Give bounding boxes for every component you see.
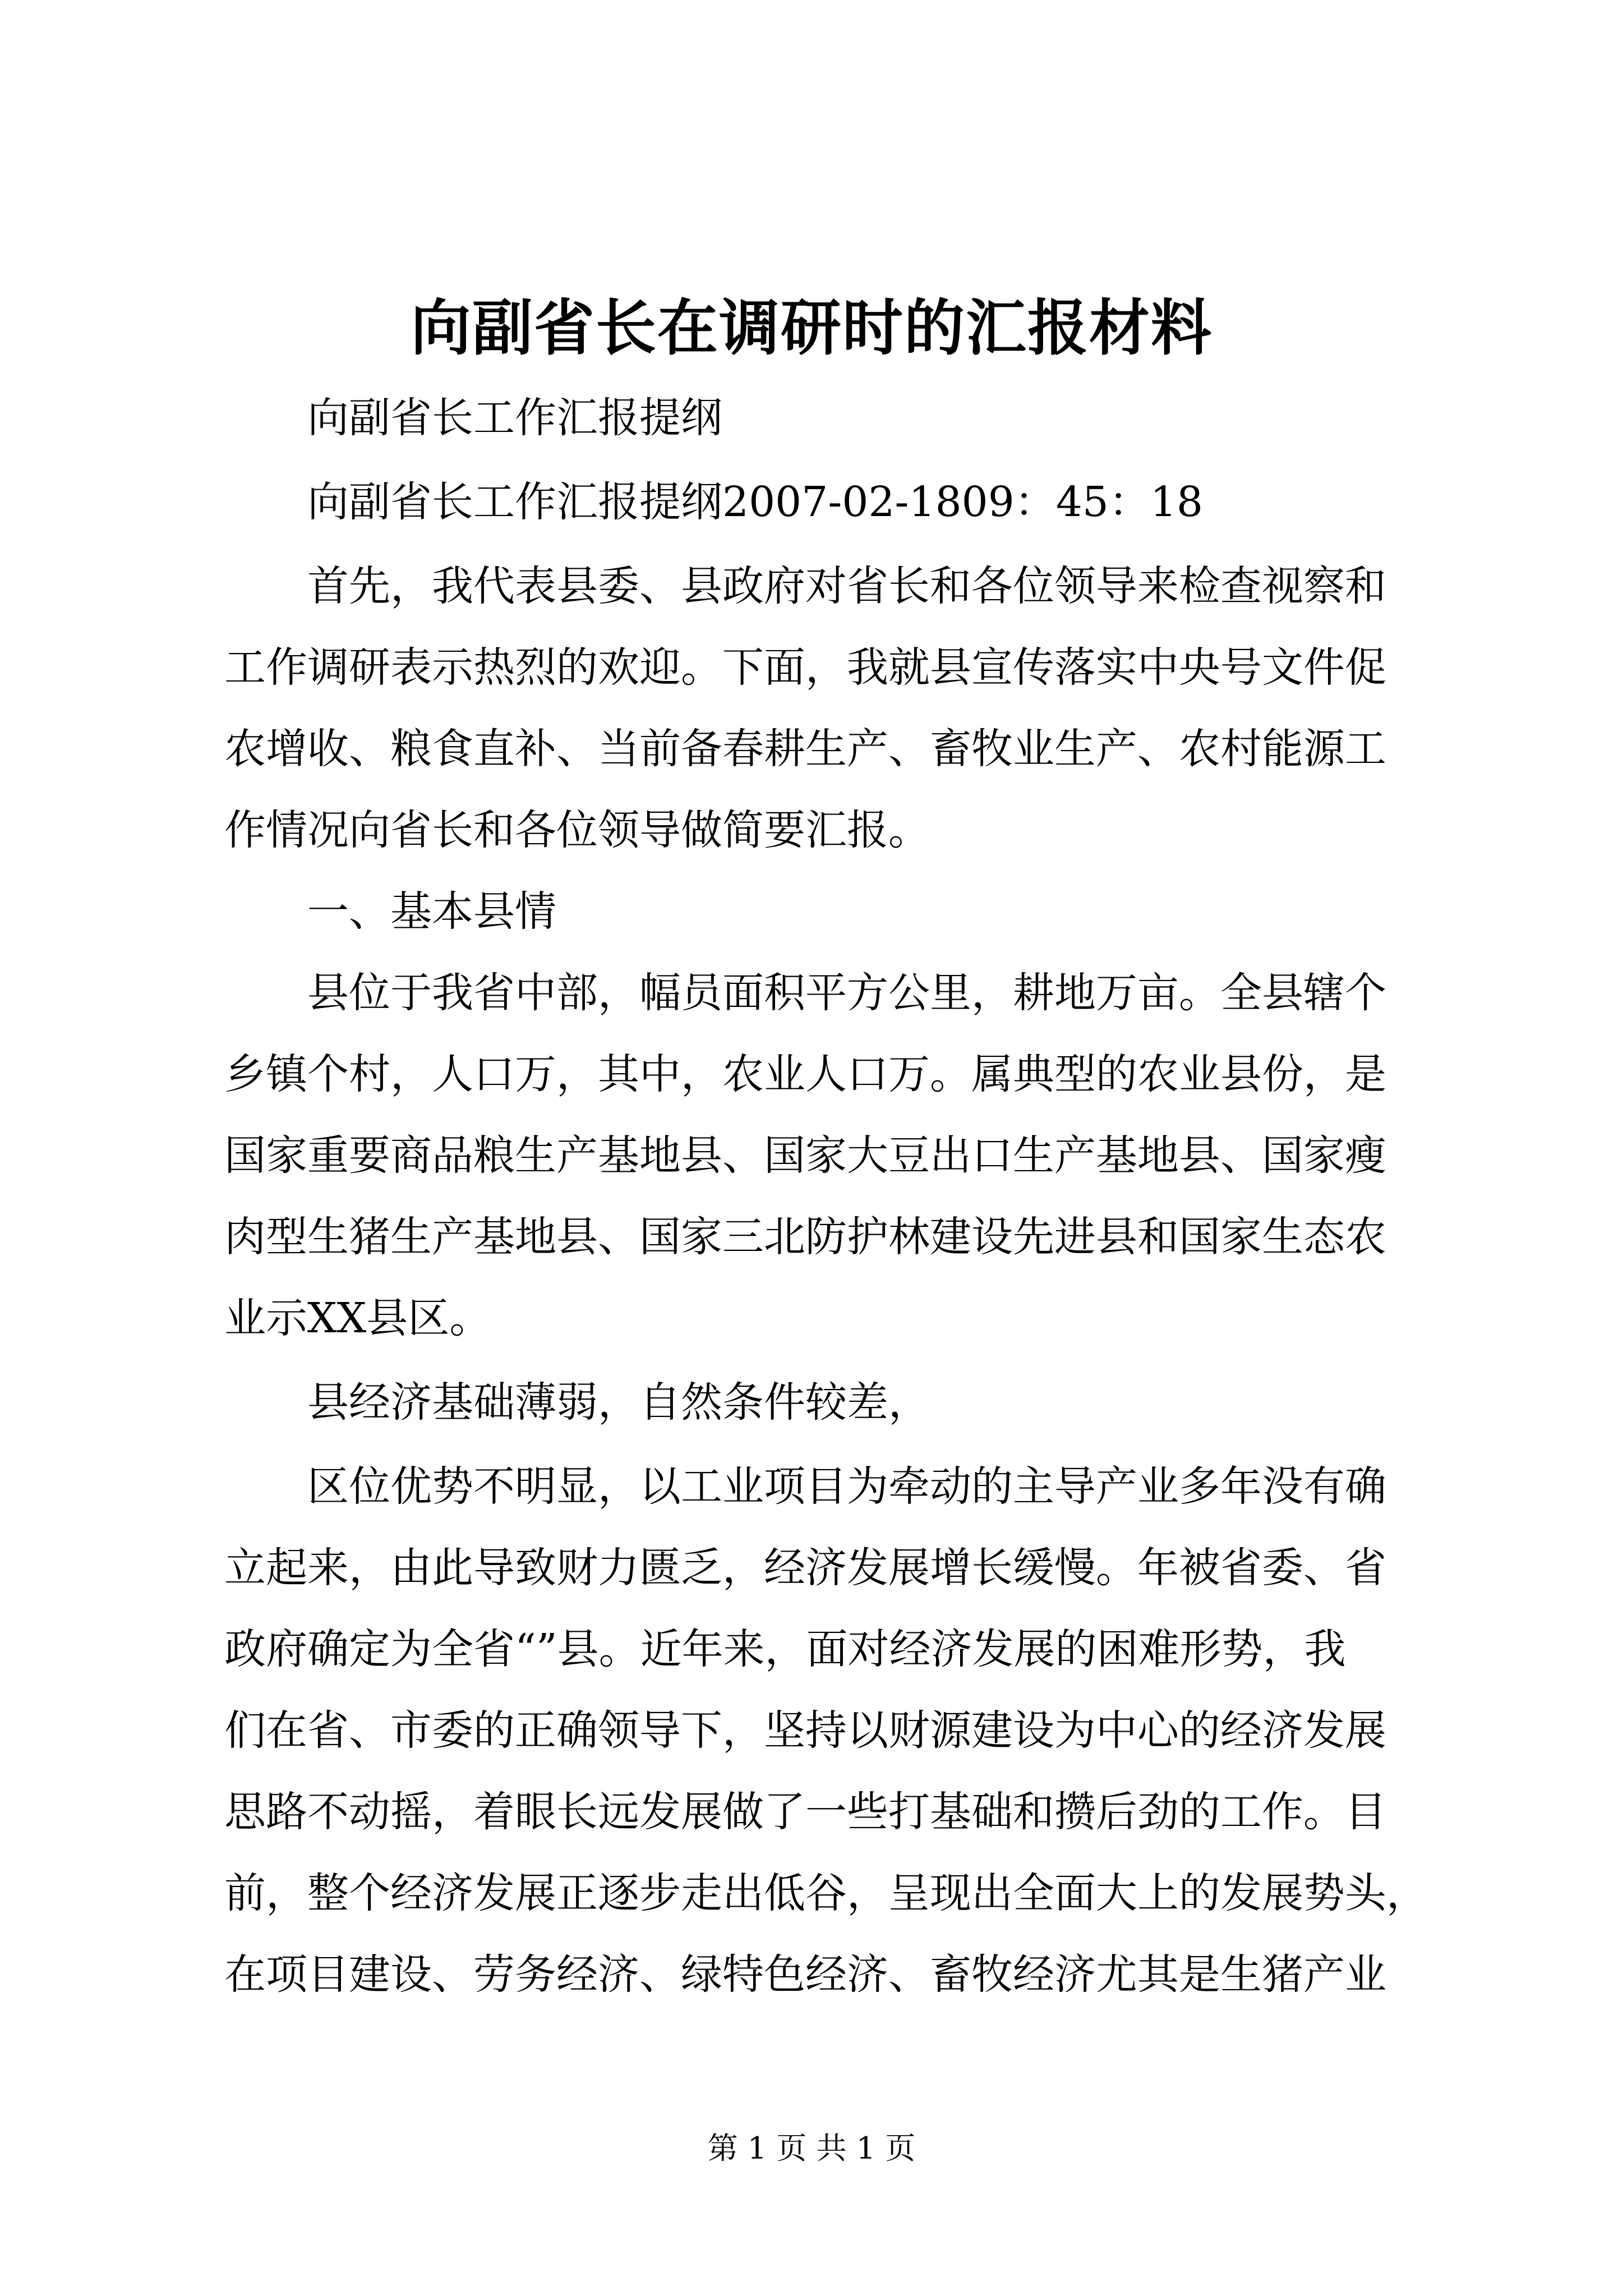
paragraph-line: 县经济基础薄弱，自然条件较差， <box>307 1378 930 1427</box>
paragraph-line: 业示XX县区。 <box>224 1294 491 1342</box>
paragraph-line: 向副省长工作汇报提纲2007-02-1809：45：18 <box>307 478 1204 526</box>
page-footer: 第 1 页 共 1 页 <box>707 2131 916 2166</box>
paragraph-line: 首先，我代表县委、县政府对省长和各位领导来检查视察和 <box>307 562 1386 610</box>
paragraph-line: 前，整个经济发展正逐步走出低谷，呈现出全面大上的发展势头， <box>224 1869 1428 1917</box>
paragraph-line: 们在省、市委的正确领导下，坚持以财源建设为中心的经济发展 <box>224 1706 1386 1755</box>
paragraph-line: 思路不动摇，着眼长远发展做了一些打基础和攒后劲的工作。目 <box>224 1788 1386 1836</box>
section-heading: 一、基本县情 <box>307 887 556 936</box>
paragraph-line: 工作调研表示热烈的欢迎。下面，我就县宣传落实中央号文件促 <box>224 643 1386 692</box>
paragraph-line: 立起来，由此导致财力匮乏，经济发展增长缓慢。年被省委、省 <box>224 1544 1386 1592</box>
paragraph-line: 作情况向省长和各位领导做简要汇报。 <box>224 806 930 854</box>
paragraph-line: 政府确定为全省“”县。近年来，面对经济发展的困难形势，我 <box>224 1625 1346 1673</box>
paragraph-line: 乡镇个村，人口万，其中，农业人口万。属典型的农业县份，是 <box>224 1050 1386 1098</box>
paragraph-line: 肉型生猪生产基地县、国家三北防护林建设先进县和国家生态农 <box>224 1213 1386 1261</box>
paragraph-line: 农增收、粮食直补、当前备春耕生产、畜牧业生产、农村能源工 <box>224 725 1386 773</box>
document-title: 向副省长在调研时的汇报材料 <box>410 293 1212 364</box>
paragraph-line: 在项目建设、劳务经济、绿特色经济、畜牧经济尤其是生猪产业 <box>224 1950 1386 1999</box>
paragraph-line: 国家重要商品粮生产基地县、国家大豆出口生产基地县、国家瘦 <box>224 1131 1386 1180</box>
paragraph-line: 区位优势不明显，以工业项目为牵动的主导产业多年没有确 <box>307 1462 1386 1511</box>
paragraph-line: 向副省长工作汇报提纲 <box>307 394 722 442</box>
paragraph-line: 县位于我省中部，幅员面积平方公里，耕地万亩。全县辖个 <box>307 969 1386 1017</box>
